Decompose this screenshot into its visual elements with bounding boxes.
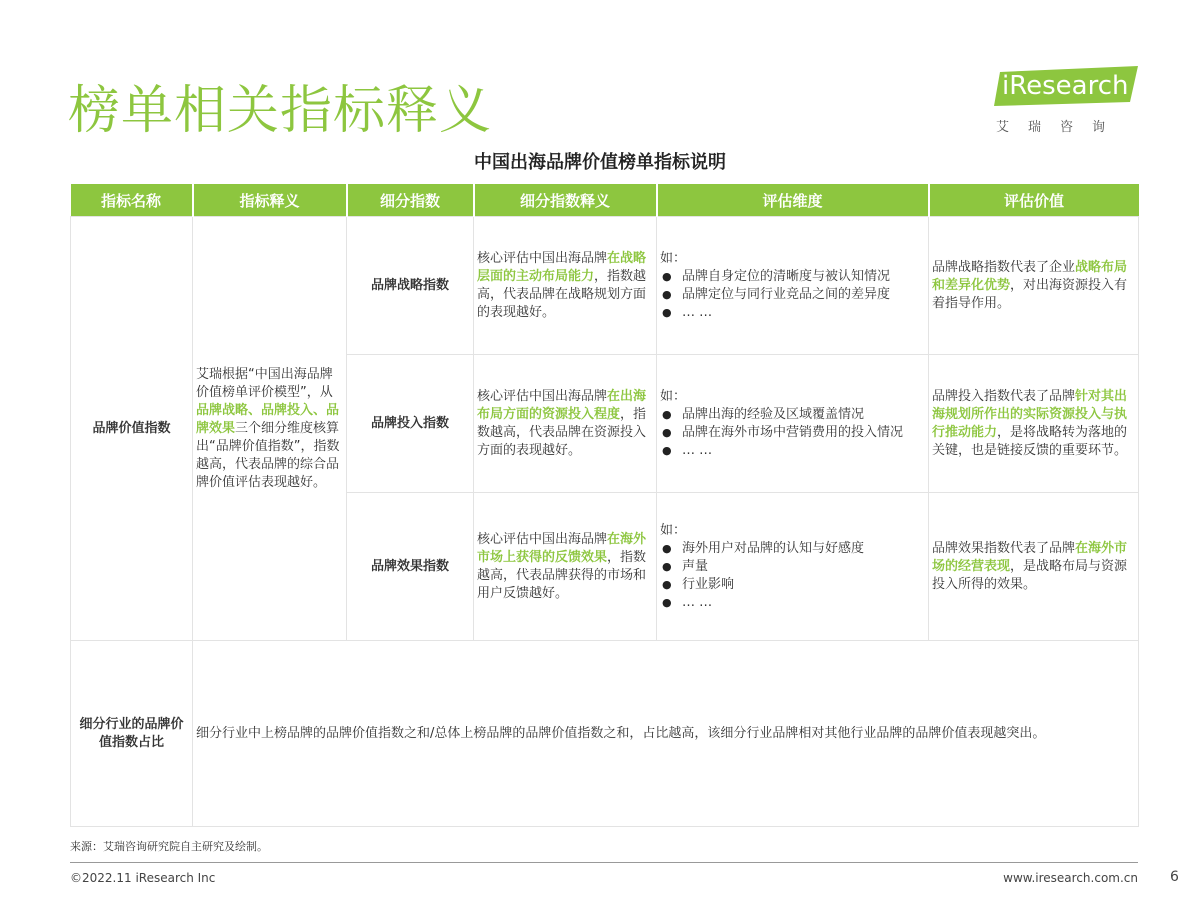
sub-index-name: 品牌效果指数 xyxy=(347,493,474,641)
dimension-item: ● 品牌自身定位的清晰度与被认知情况 xyxy=(682,268,925,286)
table-header-row xyxy=(71,184,1139,217)
dimension-item: ● … … xyxy=(682,304,925,322)
dimension-item: ● 行业影响 xyxy=(682,576,925,594)
table-title: 中国出海品牌价值榜单指标说明 xyxy=(474,152,726,173)
main-index-desc-highlight: 品牌战略、品牌投入、品牌效果 xyxy=(196,402,340,436)
table-row-strategy xyxy=(71,217,1139,355)
dimension-intro: 如： xyxy=(660,388,687,404)
dimension-item: ● 声量 xyxy=(682,558,925,576)
value-text: 品牌效果指数代表了品牌 xyxy=(932,540,1076,556)
def-text: ，指数越高，代表品牌获得的市场和用户反馈越好。 xyxy=(477,549,647,601)
main-index-definition xyxy=(193,217,347,641)
website-url: www.iresearch.com.cn xyxy=(1003,871,1138,885)
evaluation-dimensions xyxy=(657,355,929,493)
evaluation-value xyxy=(929,355,1139,493)
def-text: ，指数越高，代表品牌在资源投入方面的表现越好。 xyxy=(477,406,647,458)
sub-index-name: 品牌战略指数 xyxy=(347,217,474,355)
main-index-name: 品牌价值指数 xyxy=(71,217,193,641)
page-title: 榜单相关指标释义 xyxy=(68,81,493,141)
evaluation-value xyxy=(929,217,1139,355)
def-highlight: 在出海布局方面的资源投入程度 xyxy=(477,388,647,422)
dimension-intro: 如： xyxy=(660,250,687,266)
value-highlight: 在海外市场的经营表现 xyxy=(932,540,1128,574)
def-text: ，指数越高，代表品牌在战略规划方面的表现越好。 xyxy=(477,268,647,320)
sub-index-definition xyxy=(474,355,657,493)
value-text: ，是将战略转为落地的关键，也是链接反馈的重要环节。 xyxy=(932,424,1128,458)
header-sub-index: 细分指数 xyxy=(347,184,474,217)
logo-text: iResearch xyxy=(1002,71,1129,101)
def-text: 核心评估中国出海品牌 xyxy=(477,250,608,266)
header-indicator-definition: 指标释义 xyxy=(193,184,347,217)
header-indicator-name: 指标名称 xyxy=(71,184,193,217)
evaluation-dimensions xyxy=(657,493,929,641)
dimension-item: ● 海外用户对品牌的认知与好感度 xyxy=(682,540,925,558)
main-index-desc-post: 三个细分维度核算出“品牌价值指数”，指数越高，代表品牌的综合品牌价值评估表现越好。 xyxy=(196,420,340,490)
sub-index-name: 品牌投入指数 xyxy=(347,355,474,493)
def-highlight: 在海外市场上获得的反馈效果 xyxy=(477,531,647,565)
dimension-intro: 如： xyxy=(660,522,687,538)
table-row-industry-share xyxy=(71,641,1139,827)
iresearch-logo xyxy=(994,66,1144,134)
dimension-item: ● … … xyxy=(682,594,925,612)
sub-index-definition xyxy=(474,493,657,641)
def-text: 核心评估中国出海品牌 xyxy=(477,388,608,404)
dimension-item: ● 品牌出海的经验及区域覆盖情况 xyxy=(682,406,925,424)
copyright: ©2022.11 iResearch Inc xyxy=(70,871,216,885)
indicator-table xyxy=(70,184,1139,827)
logo-chinese-name: 艾瑞咨询 xyxy=(996,120,1125,135)
value-text: ，对出海资源投入有着指导作用。 xyxy=(932,277,1128,311)
sub-index-definition xyxy=(474,217,657,355)
dimension-item: ● … … xyxy=(682,442,925,460)
evaluation-dimensions xyxy=(657,217,929,355)
value-text: ，是战略布局与资源投入所得的效果。 xyxy=(932,558,1128,592)
header-sub-index-definition: 细分指数释义 xyxy=(474,184,657,217)
industry-index-name: 细分行业的品牌价值指数占比 xyxy=(71,641,193,827)
value-highlight: 针对其出海规划所作出的实际资源投入与执行推动能力 xyxy=(932,388,1128,440)
value-text: 品牌战略指数代表了企业 xyxy=(932,259,1076,275)
dimension-item: ● 品牌定位与同行业竞品之间的差异度 xyxy=(682,286,925,304)
evaluation-value xyxy=(929,493,1139,641)
value-text: 品牌投入指数代表了品牌 xyxy=(932,388,1076,404)
def-text: 核心评估中国出海品牌 xyxy=(477,531,608,547)
dimension-item: ● 品牌在海外市场中营销费用的投入情况 xyxy=(682,424,925,442)
header-evaluation-dimension: 评估维度 xyxy=(657,184,929,217)
main-index-desc-pre: 艾瑞根据“中国出海品牌价值榜单评价模型”，从 xyxy=(196,366,333,400)
footer-divider xyxy=(70,862,1138,863)
page-number: 6 xyxy=(1170,869,1179,885)
value-highlight: 战略布局和差异化优势 xyxy=(932,259,1128,293)
industry-index-definition: 细分行业中上榜品牌的品牌价值指数之和/总体上榜品牌的品牌价值指数之和，占比越高，该细分行业品牌相对其他行业品牌的品牌价值表现越突出。 xyxy=(193,641,1139,827)
def-highlight: 在战略层面的主动布局能力 xyxy=(477,250,647,284)
header-evaluation-value: 评估价值 xyxy=(929,184,1139,217)
source-note: 来源：艾瑞咨询研究院自主研究及绘制。 xyxy=(70,840,268,853)
